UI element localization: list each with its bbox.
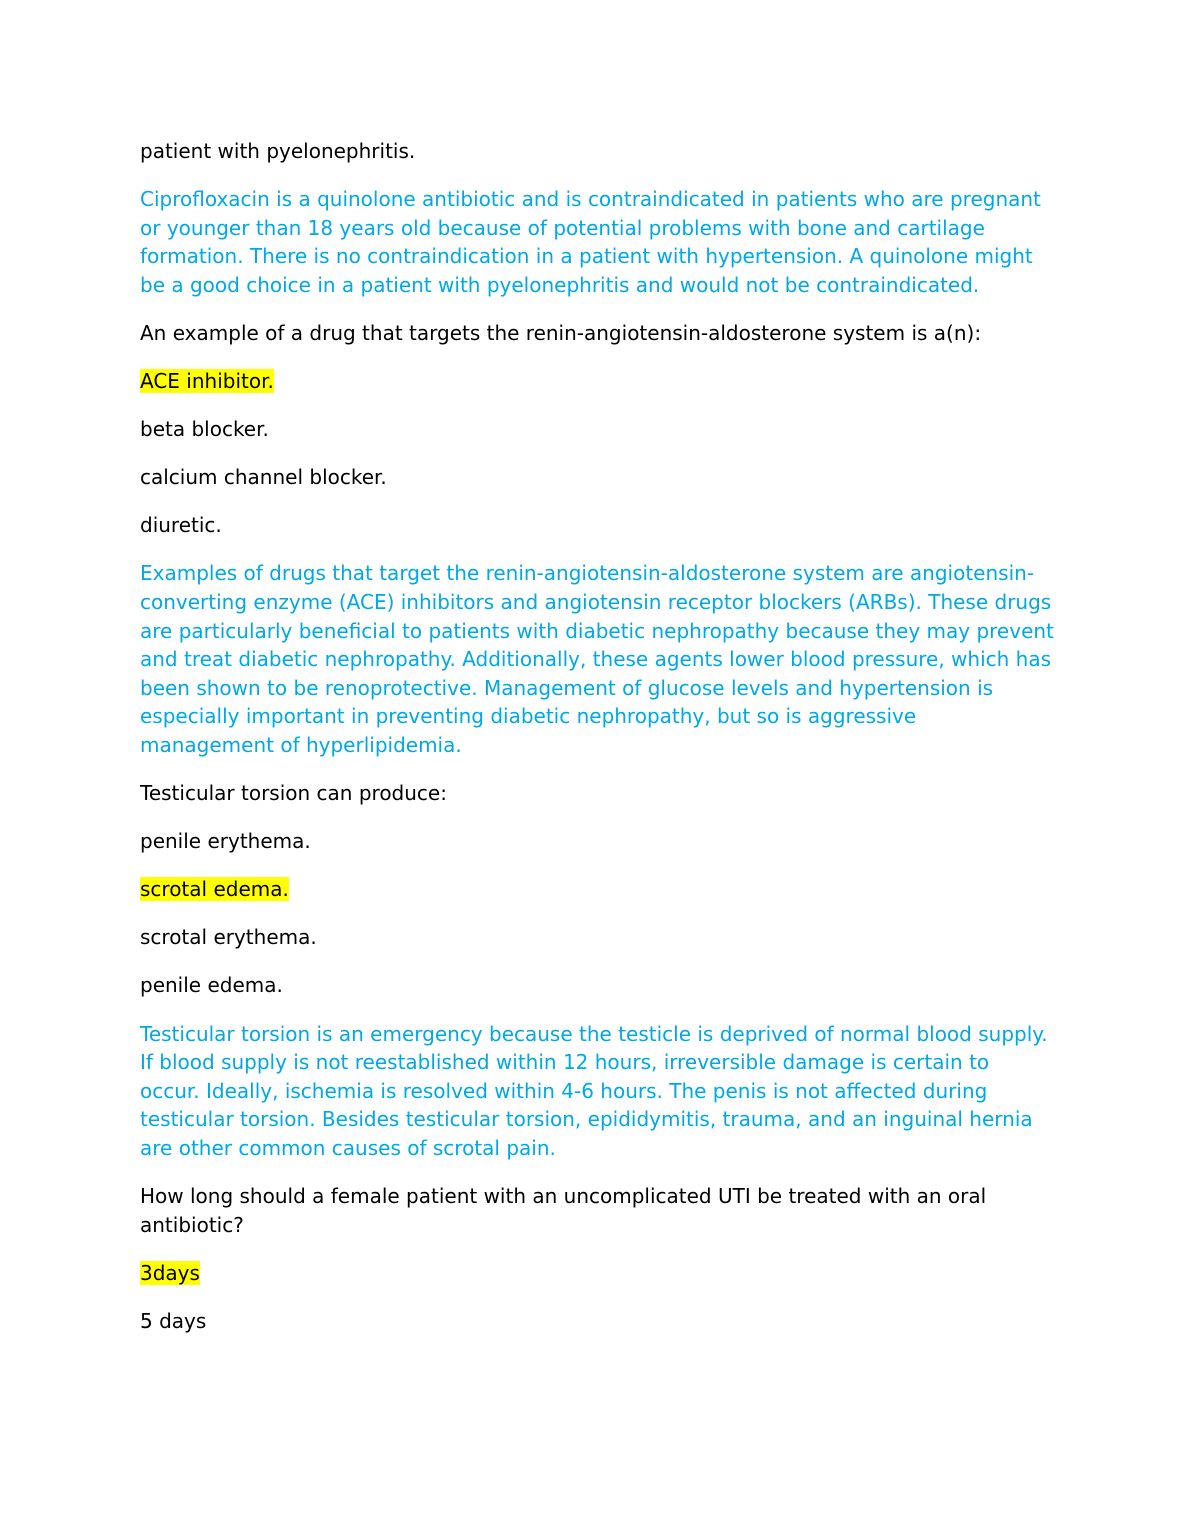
highlighted-answer: scrotal edema.	[140, 877, 289, 902]
rationale-ciprofloxacin: Ciprofloxacin is a quinolone antibiotic and is contraindicated in patients who are pregnant or younger than 18 years old because of potential problems with bone and cartilage formation. There is no contraindication in a patient with hypertension. A quinolone might be a good choice in a patient with pyelonephritis and would not be contraindicated.	[140, 187, 1041, 297]
answer-option: beta blocker.	[140, 417, 269, 442]
answer-option-correct	[140, 875, 1055, 904]
question-raas: An example of a drug that targets the renin-angiotensin-aldosterone system is a(n):	[140, 320, 982, 345]
answer-option: 5 days	[140, 1308, 207, 1333]
answer-option: scrotal erythema.	[140, 925, 317, 950]
highlighted-answer: ACE inhibitor.	[140, 369, 274, 394]
document-page	[140, 137, 1055, 1355]
answer-option-correct	[140, 367, 1055, 396]
highlighted-answer: 3days	[140, 1260, 200, 1285]
rationale-raas: Examples of drugs that target the renin-angiotensin-aldosterone system are angiotensin-converting enzyme (ACE) inhibitors and angiotensin receptor blockers (ARBs). These drugs are particularly beneficial to patients with diabetic nephropathy because they may prevent and treat diabetic nephropathy. Additionally, these agents lower blood pressure, which has been shown to be renoprotective. Management of glucose levels and hypertension is especially important in preventing diabetic nephropathy, but so is aggressive management of hyperlipidemia.	[140, 561, 1054, 757]
rationale-testicular-torsion: Testicular torsion is an emergency because the testicle is deprived of normal blood supply. If blood supply is not reestablished within 12 hours, irreversible damage is certain to occur. Ideally, ischemia is resolved within 4-6 hours. The penis is not affected during testicular torsion. Besides testicular torsion, epididymitis, trauma, and an inguinal hernia are other common causes of scrotal pain.	[140, 1021, 1048, 1160]
answer-option: diuretic.	[140, 513, 222, 538]
answer-option: penile erythema.	[140, 829, 311, 854]
question-uti-duration: How long should a female patient with an uncomplicated UTI be treated with an oral antibiotic?	[140, 1184, 987, 1237]
question-testicular-torsion: Testicular torsion can produce:	[140, 781, 447, 806]
question-text-continuation: patient with pyelonephritis.	[140, 139, 416, 163]
answer-option: penile edema.	[140, 973, 283, 998]
answer-option: calcium channel blocker.	[140, 465, 387, 490]
answer-option-correct	[140, 1259, 1055, 1288]
